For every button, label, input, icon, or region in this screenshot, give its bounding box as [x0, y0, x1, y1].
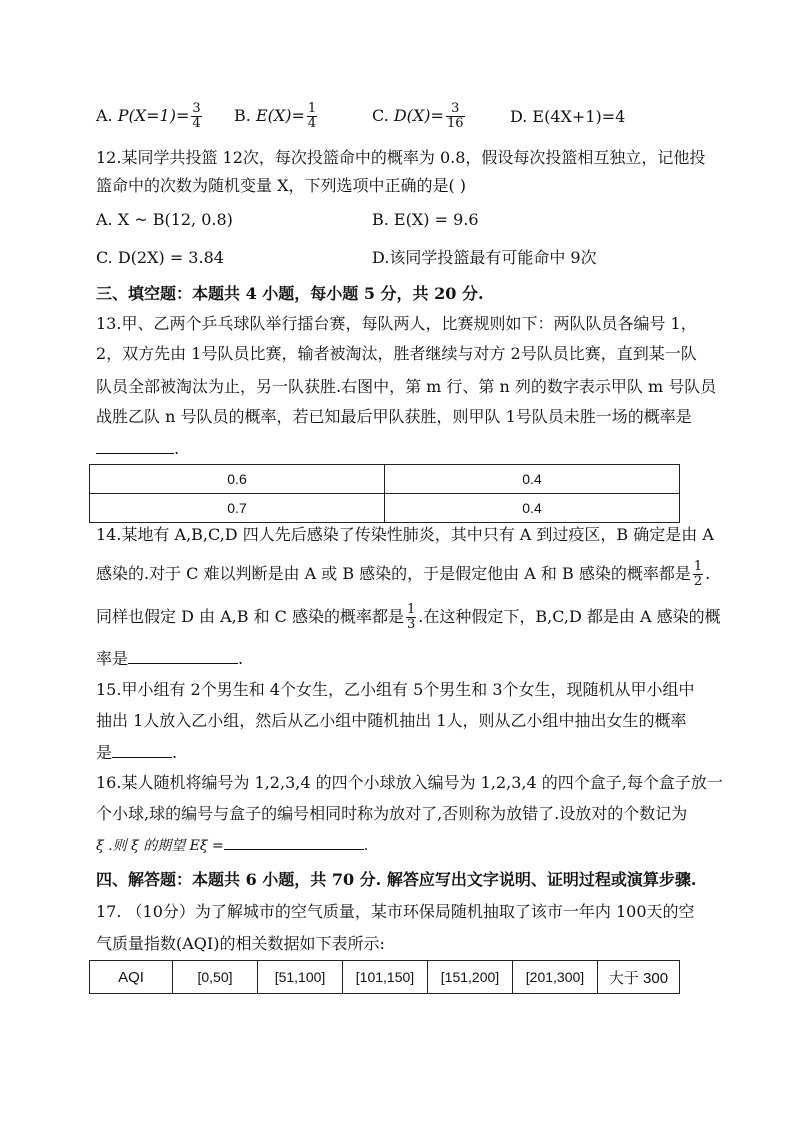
- q14-line-2-period: .: [705, 564, 711, 583]
- q16-line-1: 16.某人随机将编号为 1,2,3,4 的四个小球放入编号为 1,2,3,4 的四个盒子,每个盒子放一: [96, 773, 723, 792]
- q13-line-3: 队员全部被淘汰为止，另一队获胜.右图中，第 m 行、第 n 列的数字表示甲队 m 号队员: [96, 377, 717, 396]
- q13-period: .: [174, 439, 180, 458]
- table-row: [90, 961, 680, 994]
- q17-line-1: 17. （10分）为了解城市的空气质量，某市环保局随机抽取了该市一年内 100天的空: [96, 902, 695, 921]
- q11-option-a-expr: P(X=1)=: [117, 106, 190, 125]
- q13-line-2: 2，双方先由 1号队员比赛，输者被淘汰，胜者继续与对方 2号队员比赛，直到某一队: [96, 344, 697, 363]
- q11-option-c-fraction: [446, 102, 465, 131]
- table-header-cell: 大于 300: [598, 961, 680, 994]
- q14-fraction-third: [406, 603, 416, 632]
- fraction-denominator: 4: [192, 116, 201, 131]
- q11-option-a-prefix: A.: [96, 106, 118, 125]
- table-header-cell: [0,50]: [173, 961, 258, 994]
- q13-probability-table: [89, 464, 680, 523]
- q17-aqi-table: [89, 960, 680, 994]
- q12-option-b: B. E(X) = 9.6: [372, 210, 479, 229]
- q13-line-4: 战胜乙队 n 号队员的概率，若已知最后甲队获胜，则甲队 1号队员未胜一场的概率是: [96, 407, 692, 426]
- q14-line-4: [96, 648, 243, 670]
- q12-option-d: D.该同学投篮最有可能命中 9次: [372, 248, 597, 267]
- fraction-numerator: 3: [446, 102, 465, 117]
- q12-option-c: C. D(2X) = 3.84: [96, 248, 224, 267]
- table-cell: 0.7: [90, 494, 385, 523]
- q14-line-4-text: 率是: [96, 649, 129, 668]
- q15-line-1: 15.甲小组有 2个男生和 4个女生，乙小组有 5个男生和 3个女生，现随机从甲小组中: [96, 680, 695, 699]
- table-header-cell: [51,100]: [258, 961, 343, 994]
- fraction-denominator: 3: [407, 617, 416, 632]
- q14-line-3-text-a: 同样也假定 D 由 A,B 和 C 感染的概率都是: [96, 607, 404, 626]
- q16-period: .: [363, 838, 369, 854]
- q11-option-c: [372, 102, 467, 131]
- q12-line-1: 12.某同学共投篮 12次，每次投篮命中的概率为 0.8，假设每次投篮相互独立，记他投: [96, 148, 706, 167]
- q14-line-2: [96, 560, 710, 589]
- q11-option-b-fraction: [307, 102, 317, 131]
- fraction-numerator: 1: [307, 101, 317, 116]
- table-cell: 0.4: [385, 465, 680, 494]
- q16-line-3: [96, 835, 368, 857]
- q16-line-2: 个小球,球的编号与盒子的编号相同时称为放对了,否则称为放错了.设放对的个数记为: [96, 804, 688, 823]
- table-header-cell: AQI: [90, 961, 173, 994]
- answer-blank: [224, 835, 364, 850]
- fraction-numerator: 1: [693, 559, 703, 574]
- q12-line-2: 篮命中的次数为随机变量 X，下列选项中正确的是( ): [96, 176, 467, 195]
- q14-line-2-text: 感染的.对于 C 难以判断是由 A 或 B 感染的，于是假定他由 A 和 B 感染的概率都是: [96, 564, 691, 583]
- table-header-cell: [151,200]: [428, 961, 513, 994]
- q11-option-a: [96, 102, 204, 131]
- q11-option-c-prefix: C.: [372, 106, 394, 125]
- fraction-denominator: 16: [446, 116, 464, 131]
- q14-line-3: [96, 603, 721, 632]
- fraction-numerator: 1: [407, 602, 416, 617]
- q11-option-c-expr: D(X)=: [393, 106, 444, 125]
- section-3-heading: 三、填空题：本题共 4 小题，每小题 5 分，共 20 分.: [96, 284, 484, 303]
- answer-blank: [112, 743, 172, 758]
- fraction-numerator: 3: [192, 101, 201, 116]
- q14-fraction-half: [693, 560, 703, 589]
- q13-answer-line: [96, 438, 179, 460]
- fraction-denominator: 2: [693, 574, 703, 589]
- q14-line-3-text-b: .在这种假定下，B,C,D 都是由 A 感染的概: [418, 607, 721, 626]
- q11-option-a-fraction: [191, 102, 201, 131]
- q15-line-2: 抽出 1人放入乙小组，然后从乙小组中随机抽出 1人，则从乙小组中抽出女生的概率: [96, 711, 687, 730]
- q15-line-3: [96, 742, 177, 764]
- table-row: [90, 465, 680, 494]
- q11-option-d: D. E(4X+1)=4: [510, 107, 626, 126]
- q17-line-2: 气质量指数(AQI)的相关数据如下表所示:: [96, 934, 385, 953]
- q15-line-3-text: 是: [96, 743, 113, 762]
- q14-period: .: [238, 649, 244, 668]
- table-cell: 0.6: [90, 465, 385, 494]
- q16-line-3-text: ξ .则 ξ 的期望 Eξ =: [96, 838, 224, 854]
- table-header-cell: [101,150]: [343, 961, 428, 994]
- table-header-cell: [201,300]: [513, 961, 598, 994]
- q15-period: .: [172, 743, 178, 762]
- q11-option-b-prefix: B.: [234, 106, 256, 125]
- table-row: [90, 494, 680, 523]
- q13-line-1: 13.甲、乙两个乒乓球队举行擂台赛，每队两人，比赛规则如下：两队队员各编号 1，: [96, 314, 697, 333]
- answer-blank: [96, 439, 174, 454]
- q14-line-1: 14.某地有 A,B,C,D 四人先后感染了传染性肺炎，其中只有 A 到过疫区，B 确定是由 A: [96, 525, 714, 544]
- section-4-heading: 四、解答题：本题共 6 小题，共 70 分. 解答应写出文字说明、证明过程或演算步骤.: [96, 870, 697, 889]
- q11-option-b: [234, 102, 319, 131]
- q12-option-a: A. X ~ B(12, 0.8): [96, 210, 233, 229]
- table-cell: 0.4: [385, 494, 680, 523]
- q11-option-b-expr: E(X)=: [255, 106, 305, 125]
- answer-blank: [128, 649, 238, 664]
- fraction-denominator: 4: [307, 116, 317, 131]
